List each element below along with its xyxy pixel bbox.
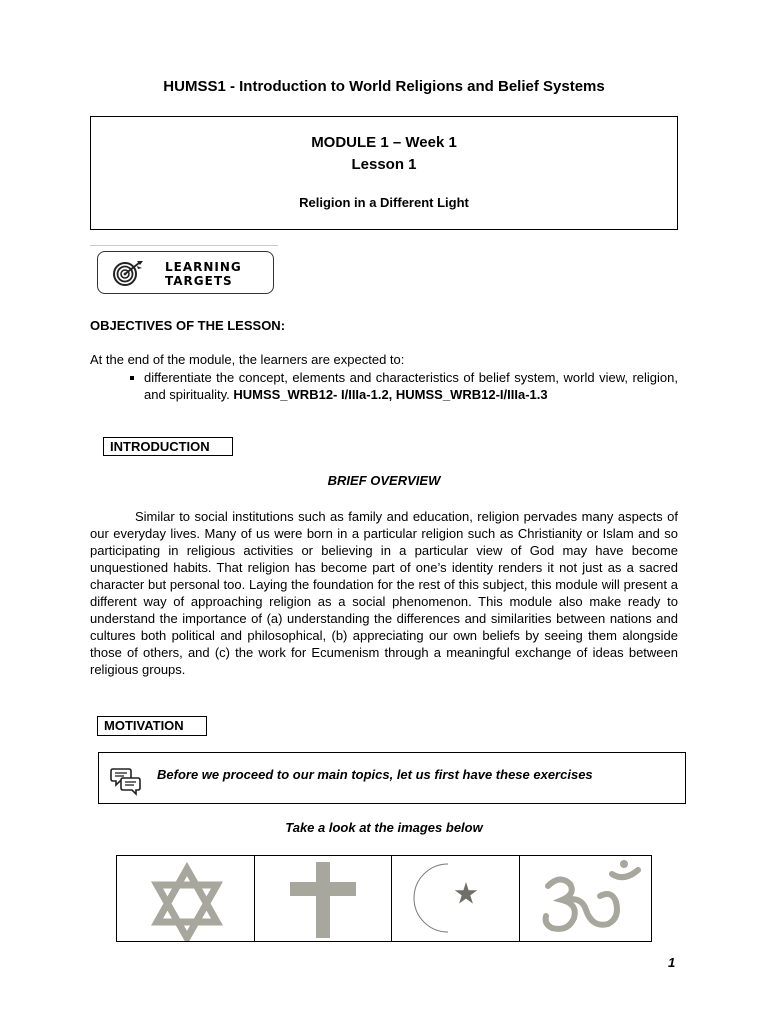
introduction-label: INTRODUCTION xyxy=(103,437,233,456)
exercise-text: Before we proceed to our main topics, let us first have these exercises xyxy=(157,767,593,782)
objectives-list xyxy=(130,370,678,403)
motivation-label: MOTIVATION xyxy=(97,716,207,736)
symbol-cell-2 xyxy=(254,856,391,941)
symbol-cell-1 xyxy=(117,856,254,941)
document-title: HUMSS1 - Introduction to World Religions and Belief Systems xyxy=(163,78,605,95)
lesson-title: Religion in a Different Light xyxy=(299,195,469,210)
brief-overview-heading: BRIEF OVERVIEW xyxy=(327,473,441,488)
module-header-box xyxy=(90,116,678,230)
lesson-label: Lesson 1 xyxy=(351,156,417,173)
crescent-star-icon xyxy=(392,856,520,941)
module-label: MODULE 1 – Week 1 xyxy=(311,134,457,151)
objective-text: differentiate the concept, elements and characteristics of belief system, world view, religion, and spirituality. xyxy=(144,370,678,402)
page-number: 1 xyxy=(668,955,676,970)
symbol-cell-3 xyxy=(391,856,519,941)
objectives-heading: OBJECTIVES OF THE LESSON: xyxy=(90,318,286,333)
symbol-cell-4 xyxy=(519,856,651,941)
chat-bubbles-icon xyxy=(110,766,142,796)
learning-targets-badge xyxy=(97,251,274,294)
target-icon xyxy=(111,259,145,287)
learning-targets-label: LEARNING TARGETS xyxy=(165,260,242,288)
cross-icon xyxy=(255,856,392,941)
om-icon xyxy=(520,856,652,941)
images-heading: Take a look at the images below xyxy=(285,820,483,835)
religious-symbols-row xyxy=(116,855,652,942)
objective-code: HUMSS_WRB12- I/IIIa-1.2, HUMSS_WRB12-I/IIIa-1.3 xyxy=(233,386,548,402)
star-of-david-icon xyxy=(117,856,254,941)
overview-paragraph: Similar to social institutions such as family and education, religion pervades many aspects of our everyday lives. Many of us were born in a particular religion such as Christianity or Islam and so participating in religious activities or believing in a particular view of God may have become unquestioned habits. That religion has become part of one’s identity renders it not just as a sacred character but personal too. Laying the foundation for the rest of this subject, this module will present a different way of approaching religion as a social phenomenon. This module also make ready to understand the importance of (a) understanding the differences and similarities between nations and cultures both political and philosophical, (b) appreciating our own beliefs by seeing them alongside those of others, and (c) the work for Ecumenism through a meaningful exchange of ideas between religious groups. xyxy=(90,509,678,677)
exercise-callout xyxy=(98,752,686,804)
bullet-icon xyxy=(130,376,134,380)
list-item xyxy=(130,370,678,403)
objectives-intro: At the end of the module, the learners are expected to: xyxy=(90,352,405,367)
divider xyxy=(90,245,278,246)
